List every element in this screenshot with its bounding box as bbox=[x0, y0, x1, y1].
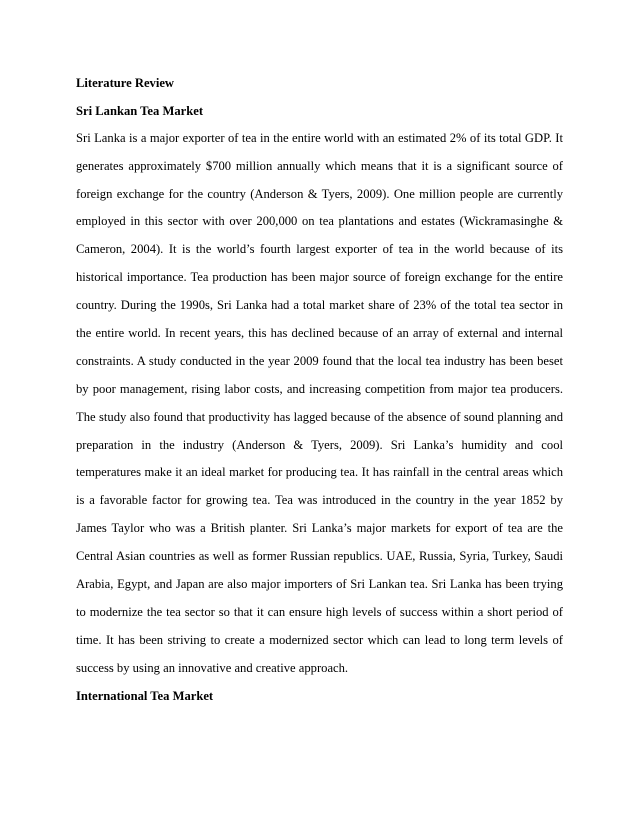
paragraph-line: is a favorable factor for growing tea. Tea was introduced in the country in the year 1852 by bbox=[76, 493, 563, 507]
paragraph-line: time. It has been striving to create a modernized sector which can lead to long term levels of bbox=[76, 633, 563, 647]
paragraph-line: James Taylor who was a British planter. Sri Lanka’s major markets for export of tea are the bbox=[76, 521, 563, 535]
paragraph-line: Cameron, 2004). It is the world’s fourth largest exporter of tea in the world because of its bbox=[76, 242, 563, 256]
paragraph-line: success by using an innovative and creative approach. bbox=[76, 661, 349, 675]
paragraph-line: preparation in the industry (Anderson & Tyers, 2009). Sri Lanka’s humidity and cool bbox=[76, 438, 563, 452]
paragraph-line: The study also found that productivity has lagged because of the absence of sound planning and bbox=[76, 410, 563, 424]
paragraph-line: Arabia, Egypt, and Japan are also major importers of Sri Lankan tea. Sri Lanka has been trying bbox=[76, 577, 563, 591]
paragraph-line: foreign exchange for the country (Anderson & Tyers, 2009). One million people are currently bbox=[76, 187, 563, 201]
paragraph-line: employed in this sector with over 200,000 on tea plantations and estates (Wickramasinghe & bbox=[76, 214, 563, 228]
heading-literature-review: Literature Review bbox=[76, 76, 175, 90]
paragraph-line: Central Asian countries as well as former Russian republics. UAE, Russia, Syria, Turkey, Saudi bbox=[76, 549, 563, 563]
heading-sri-lankan-tea-market: Sri Lankan Tea Market bbox=[76, 104, 204, 118]
paragraph-line: temperatures make it an ideal market for producing tea. It has rainfall in the central areas which bbox=[76, 465, 563, 479]
heading-international-tea-market: International Tea Market bbox=[76, 689, 214, 703]
paragraph-line: constraints. A study conducted in the year 2009 found that the local tea industry has been beset bbox=[76, 354, 563, 368]
paragraph-line: Sri Lanka is a major exporter of tea in the entire world with an estimated 2% of its total GDP. It bbox=[76, 131, 563, 145]
paragraph-line: by poor management, rising labor costs, and increasing competition from major tea producers. bbox=[76, 382, 563, 396]
paragraph-line: to modernize the tea sector so that it can ensure high levels of success within a short period of bbox=[76, 605, 563, 619]
paragraph-line: historical importance. Tea production has been major source of foreign exchange for the entire bbox=[76, 270, 563, 284]
paragraph-line: the entire world. In recent years, this has declined because of an array of external and internal bbox=[76, 326, 563, 340]
paragraph-line: generates approximately $700 million annually which means that it is a significant source of bbox=[76, 159, 563, 173]
paragraph-line: country. During the 1990s, Sri Lanka had a total market share of 23% of the total tea sector in bbox=[76, 298, 563, 312]
